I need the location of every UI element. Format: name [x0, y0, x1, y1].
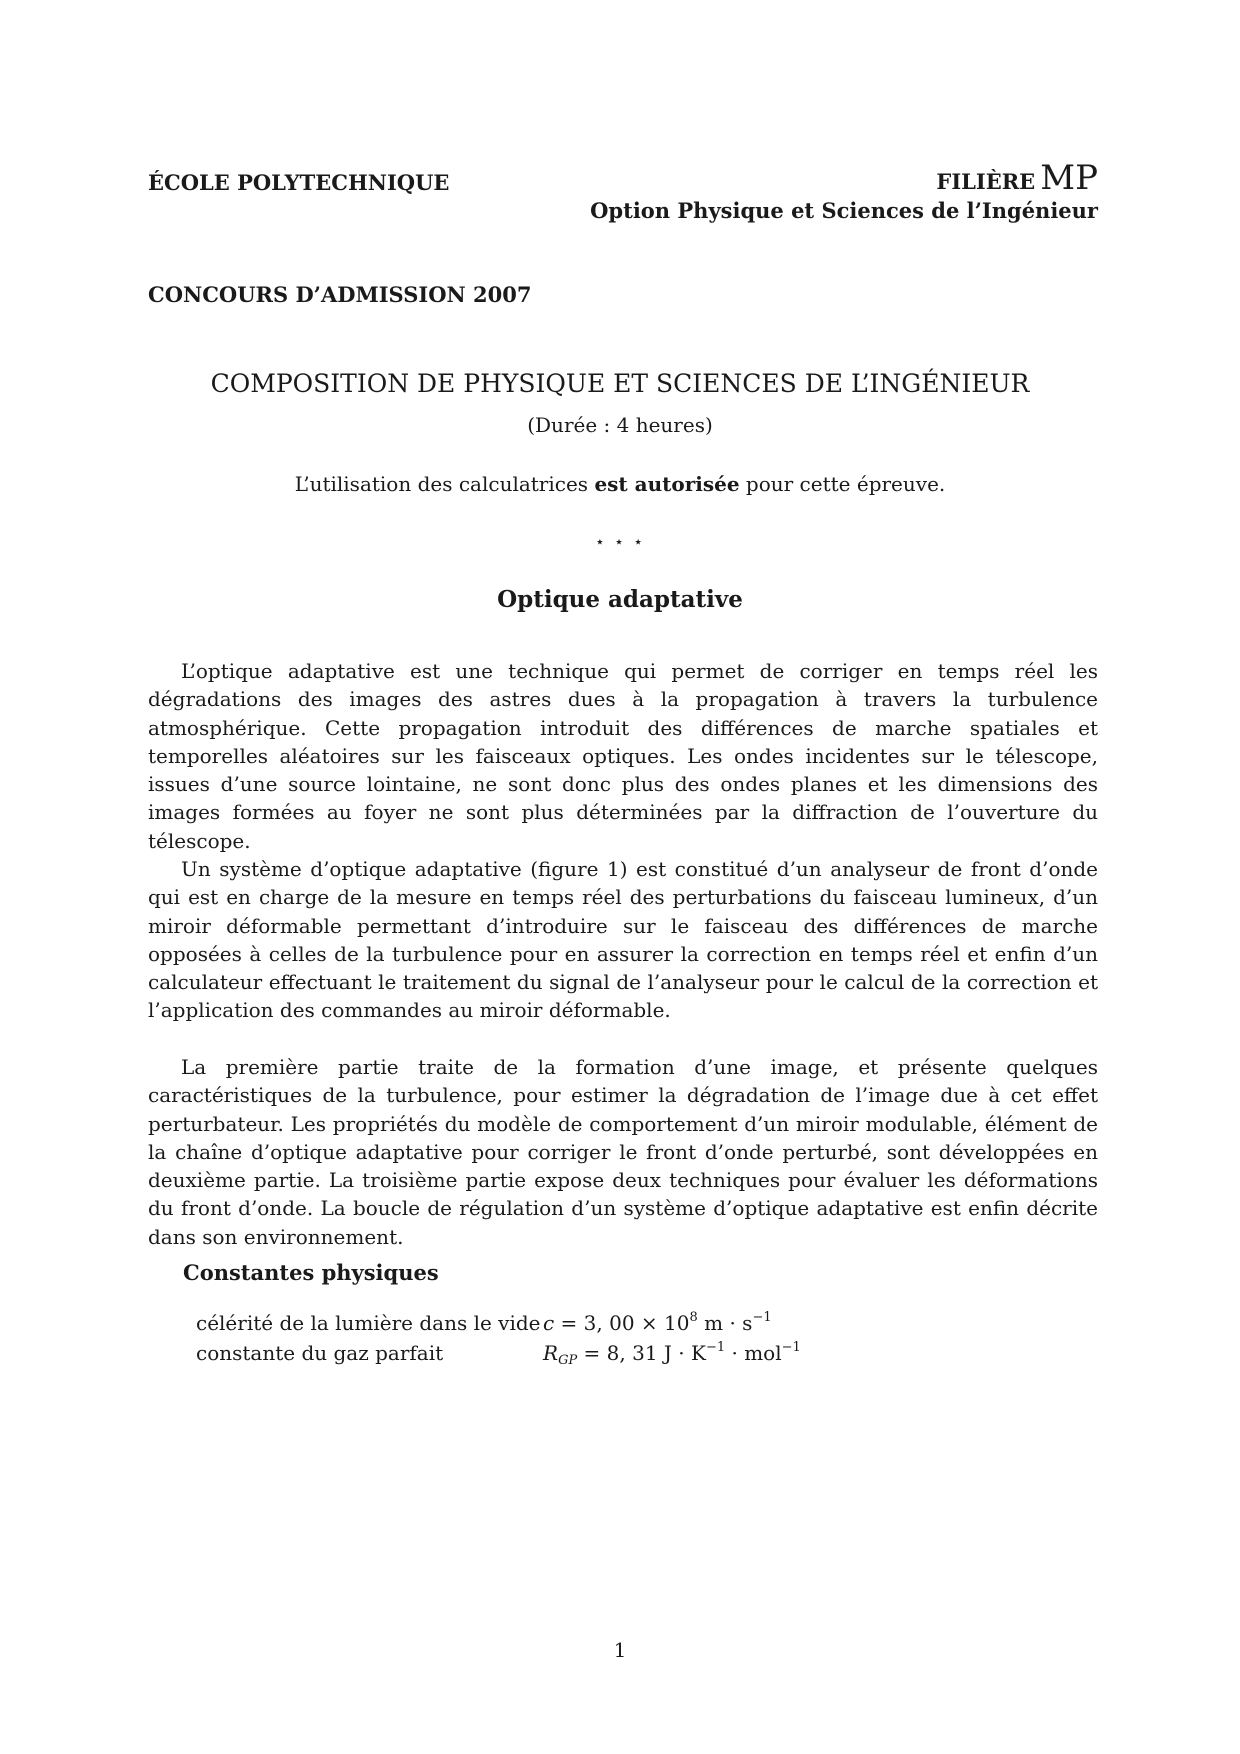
constant-exponent: −1 — [705, 1340, 726, 1355]
constant-unit: · mol — [725, 1341, 782, 1365]
page-number: 1 — [613, 1638, 627, 1662]
option-line: Option Physique et Sciences de l’Ingénieur — [590, 198, 1098, 223]
constant-row-value — [543, 1340, 801, 1368]
constant-unit: m · s — [697, 1311, 753, 1335]
paragraph-outline: La première partie traite de la formation d’une image, et présente quelques caractéristiques de la turbulence, pour estimer la dégradation de l’image due à cet effet perturbateur. Les propriétés du modèle de comportement d’un miroir modulable, élément de la chaîne d’optique adaptative pour corriger le front d’onde perturbé, sont développées en deuxième partie. La troisième partie expose deux techniques pour évaluer les déformations du front d’onde. La boucle de régulation d’un système d’optique adaptative est enfin décrite dans son environnement. — [148, 1055, 1098, 1249]
constant-row-value — [543, 1311, 772, 1335]
constant-subscript: GP — [558, 1353, 578, 1368]
constant-unit-exponent: −1 — [781, 1340, 801, 1355]
section-title: Optique adaptative — [497, 586, 743, 613]
constant-unit-exponent: −1 — [752, 1310, 772, 1325]
constant-symbol: R — [543, 1341, 559, 1365]
calculator-notice-start: L’utilisation des calculatrices — [294, 472, 589, 496]
filiere-code: MP — [1040, 158, 1098, 198]
filiere-line — [936, 158, 1098, 198]
constant-value: = 8, 31 J · K — [577, 1341, 706, 1365]
exam-duration: (Durée : 4 heures) — [527, 413, 713, 437]
constant-row-label: constante du gaz parfait — [196, 1341, 444, 1365]
school-name: ÉCOLE POLYTECHNIQUE — [148, 170, 450, 195]
paragraph-system: Un système d’optique adaptative (figure 1) est constitué d’un analyseur de front d’onde qui est en charge de la mesure en temps réel des perturbations du faisceau lumineux, d’un miroir déformable permettant d’introduire sur le faisceau des différences de marche opposées à celles de la turbulence pour en assurer la correction en temps réel et enfin d’un calculateur effectuant le traitement du signal de l’analyseur pour le calcul de la correction et l’application des commandes au miroir déformable. — [148, 857, 1098, 1023]
exam-title: COMPOSITION DE PHYSIQUE ET SCIENCES DE L’INGÉNIEUR — [210, 369, 1030, 398]
paragraph-intro: L’optique adaptative est une technique qui permet de corriger en temps réel les dégradations des images des astres dues à la propagation à travers la turbulence atmosphérique. Cette propagation introduit des différences de marche spatiales et temporelles aléatoires sur les faisceaux optiques. Les ondes incidentes sur le télescope, issues d’une source lointaine, ne sont donc plus des ondes planes et les dimensions des images formées au foyer ne sont plus déterminées par la diffraction de l’ouverture du télescope. — [148, 659, 1098, 853]
calculator-notice-end: pour cette épreuve. — [745, 472, 946, 496]
concours-line: CONCOURS D’ADMISSION 2007 — [148, 282, 532, 307]
constant-value: = 3, 00 × 10 — [554, 1311, 690, 1335]
constant-row-label: célérité de la lumière dans le vide — [196, 1311, 541, 1335]
constant-exponent: 8 — [689, 1310, 698, 1325]
constant-symbol: c — [543, 1311, 555, 1335]
calculator-notice — [0, 472, 1240, 496]
calculator-notice-bold: est autorisée — [594, 472, 740, 496]
constants-heading: Constantes physiques — [183, 1260, 439, 1285]
separator-stars: ⋆ ⋆ ⋆ — [594, 532, 646, 551]
filiere-prefix: FILIÈRE — [936, 169, 1036, 194]
